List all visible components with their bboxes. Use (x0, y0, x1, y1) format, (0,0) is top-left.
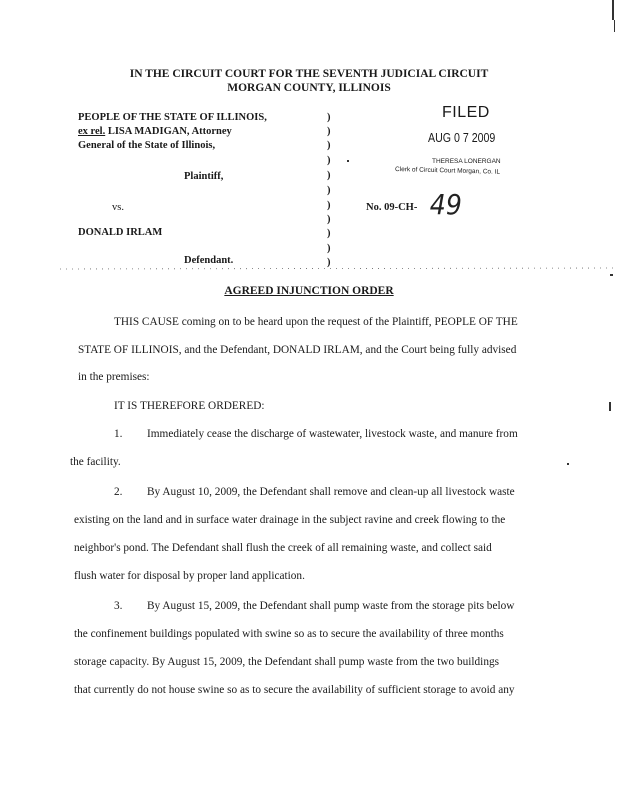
item-line: flush water for disposal by proper land application. (74, 570, 305, 582)
clerk-title: Clerk of Circuit Court Morgan, Co. IL (394, 166, 501, 176)
item-number: 2. (114, 486, 123, 498)
preamble-line: STATE OF ILLINOIS, and the Defendant, DONALD IRLAM, and the Court being fully advised (78, 344, 517, 356)
case-number-label: No. 09-CH- (366, 202, 418, 213)
item-number: 1. (114, 428, 123, 440)
item-line: By August 10, 2009, the Defendant shall remove and clean-up all livestock waste (147, 486, 515, 498)
item-number: 3. (114, 600, 123, 612)
defendant-name: DONALD IRLAM (78, 227, 163, 238)
court-heading-line1: IN THE CIRCUIT COURT FOR THE SEVENTH JUDICIAL CIRCUIT (129, 68, 489, 80)
item-line: that currently do not house swine so as to secure the availability of sufficient storage to avoid any (74, 684, 515, 696)
preamble-line: THIS CAUSE coming on to be heard upon the request of the Plaintiff, PEOPLE OF THE (114, 316, 518, 328)
versus-label: vs. (112, 202, 124, 213)
plaintiff-line2 (78, 126, 232, 137)
clerk-name: THERESA LONERGAN (432, 158, 501, 165)
scan-artifact-line (60, 264, 618, 274)
plaintiff-role: Plaintiff, (184, 171, 224, 182)
item-line: existing on the land and in surface water drainage in the subject ravine and creek flowing to the (74, 514, 506, 526)
item-line: storage capacity. By August 15, 2009, the Defendant shall pump waste from the two buildings (74, 656, 500, 668)
plaintiff-line1: PEOPLE OF THE STATE OF ILLINOIS, (78, 112, 267, 123)
scan-speck (347, 160, 349, 162)
plaintiff-line2-rest: LISA MADIGAN, Attorney (105, 126, 232, 137)
item-line: the facility. (70, 456, 121, 468)
scan-edge-mark (612, 0, 614, 20)
filed-date: AUG 0 7 2009 (428, 131, 496, 145)
plaintiff-line3: General of the State of Illinois, (78, 140, 216, 151)
case-number-handwritten: 49 (429, 188, 462, 221)
item-line: By August 15, 2009, the Defendant shall pump waste from the storage pits below (147, 600, 515, 612)
order-title: AGREED INJUNCTION ORDER (224, 285, 394, 297)
scan-edge-mark (614, 20, 615, 32)
preamble-line: in the premises: (78, 371, 150, 383)
item-line: neighbor's pond. The Defendant shall flush the creek of all remaining waste, and collect said (74, 542, 492, 554)
item-line: Immediately cease the discharge of wastewater, livestock waste, and manure from (147, 428, 518, 440)
court-heading-line2: MORGAN COUNTY, ILLINOIS (227, 82, 391, 94)
ex-rel-label: ex rel. (78, 126, 106, 137)
item-line: the confinement buildings populated with swine so as to secure the availability of three months (74, 628, 504, 640)
filed-stamp: FILED (442, 104, 490, 121)
scan-speck (610, 274, 613, 276)
ordered-heading: IT IS THEREFORE ORDERED: (114, 400, 265, 412)
scan-edge-mark (609, 402, 611, 411)
defendant-role: Defendant. (184, 255, 234, 266)
scan-speck (567, 463, 569, 465)
